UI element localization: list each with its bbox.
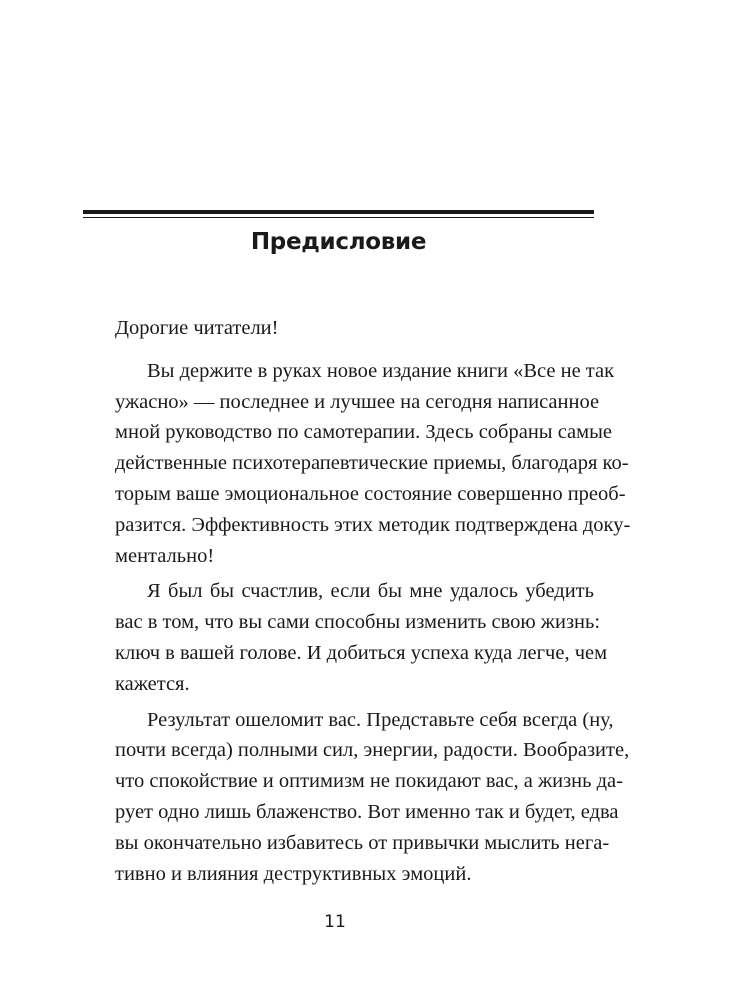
paragraph-1 (83, 356, 631, 572)
text-line: вас в том, что вы сами способны изменить свою жизнь: (115, 611, 601, 634)
text-line: разится. Эффективность этих методик подтверждена доку- (115, 513, 631, 536)
text-line: ключ в вашей голове. И добиться успеха куда легче, чем (115, 641, 608, 664)
chapter-rule-thick (83, 210, 594, 214)
paragraph-2 (83, 576, 608, 699)
greeting-line: Дорогие читатели! (115, 317, 279, 339)
text-line: кажется. (115, 672, 190, 695)
text-line: рует одно лишь блаженство. Вот именно так и будет, едва (115, 800, 619, 823)
text-line: мной руководство по самотерапии. Здесь собраны самые (115, 421, 612, 444)
text-line: вы окончательно избавитесь от привычки мыслить нега- (115, 831, 610, 854)
text-line: тивно и влияния деструктивных эмоций. (115, 862, 472, 885)
text-line: торым ваше эмоциональное состояние совершенно преоб- (115, 482, 626, 505)
text-line: что спокойствие и оптимизм не покидают вас, а жизнь да- (115, 770, 623, 793)
text-line: Я был бы счастлив, если бы мне удалось убедить (147, 580, 594, 603)
text-line: Результат ошеломит вас. Представьте себя всегда (ну, (147, 708, 614, 731)
text-body (83, 313, 631, 894)
text-line: действенные психотерапевтические приемы, благодаря ко- (115, 452, 629, 475)
text-line: ментально! (115, 544, 215, 567)
text-line: Вы держите в руках новое издание книги «Все не так (147, 359, 615, 382)
chapter-title: Предисловие (250, 229, 427, 255)
chapter-rule-thin (83, 217, 594, 218)
page-number: 11 (324, 912, 346, 932)
text-line: ужасно» — последнее и лучшее на сегодня написанное (115, 390, 600, 413)
paragraph-3 (83, 705, 630, 890)
text-line: почти всегда) полными сил, энергии, радости. Вообразите, (115, 739, 630, 762)
